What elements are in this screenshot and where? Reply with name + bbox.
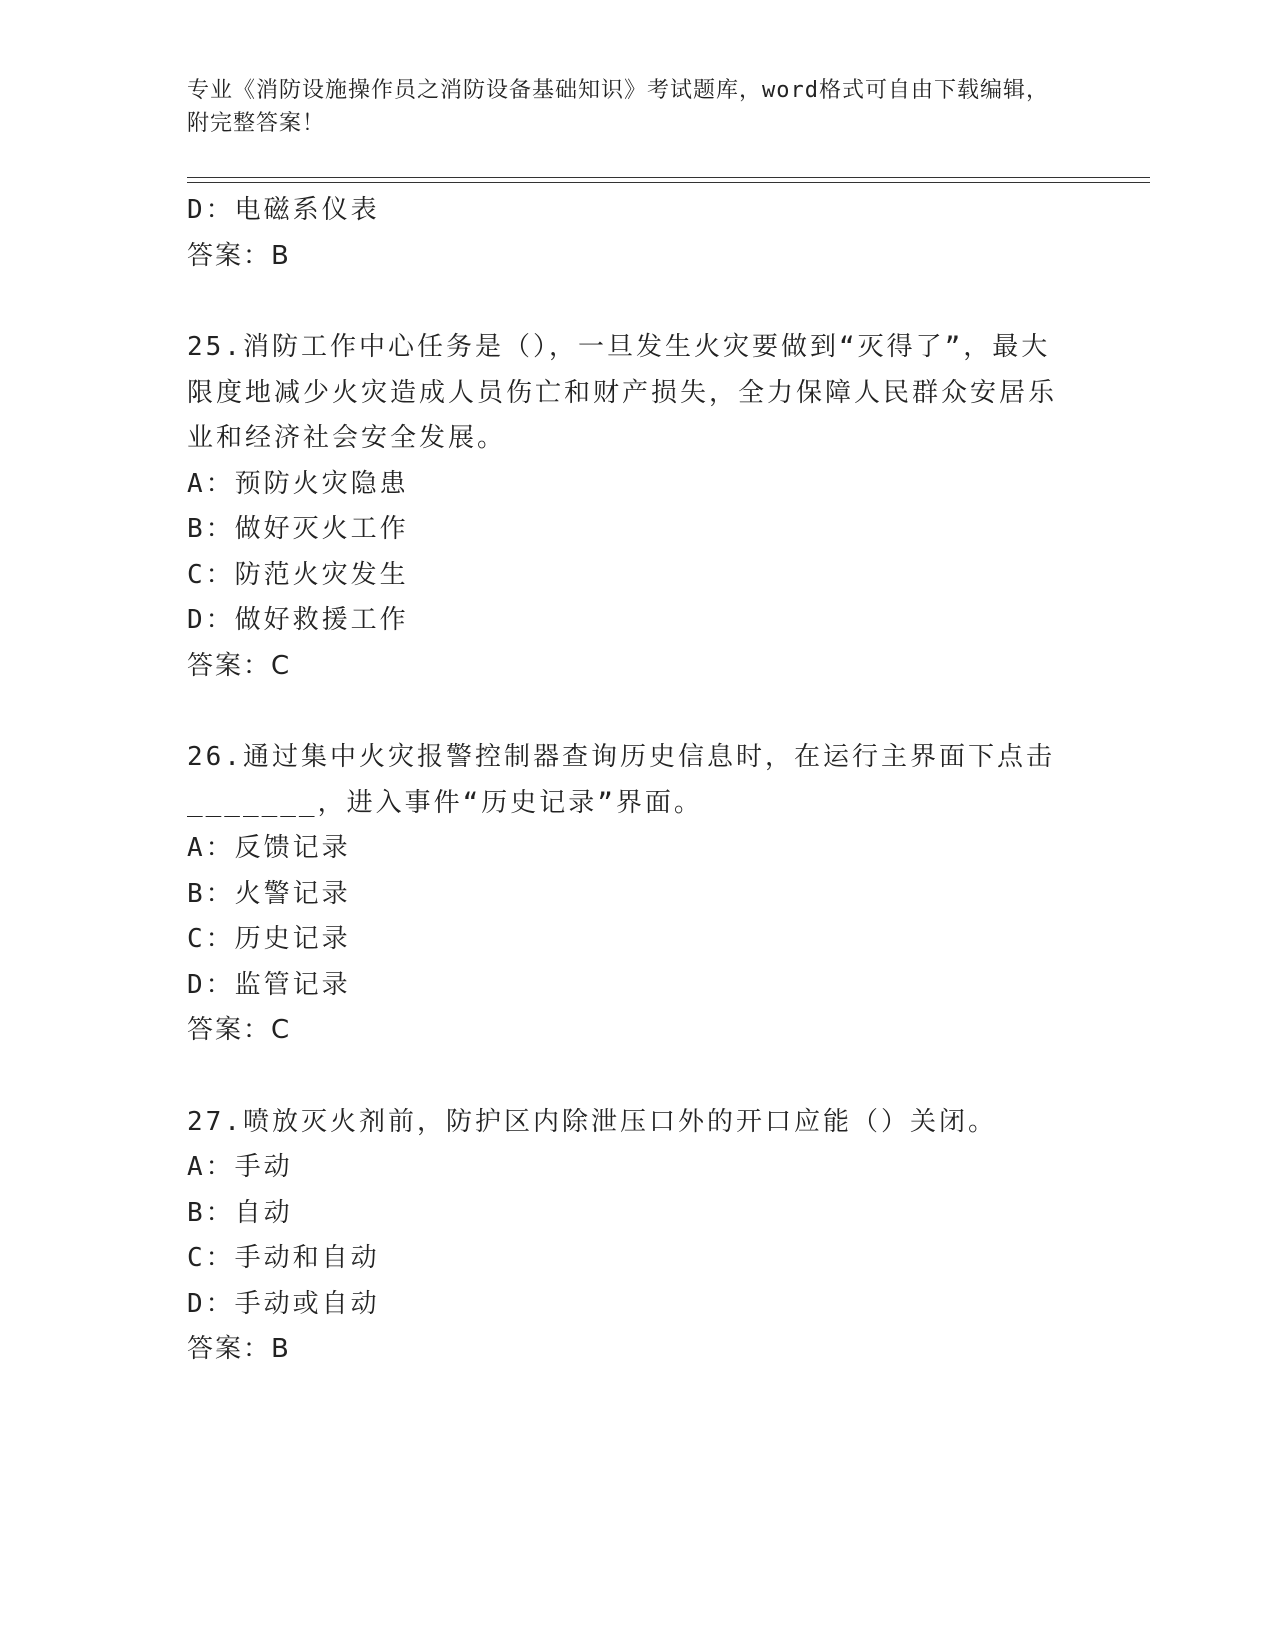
spacer xyxy=(187,279,1087,325)
carry-over-answer: 答案：B xyxy=(187,240,291,271)
option-d: D：做好救援工作 xyxy=(187,605,409,635)
header-note: 专业《消防设施操作员之消防设备基础知识》考试题库，word格式可自由下载编辑，附完整答案！ xyxy=(187,78,1049,136)
question-block-27 xyxy=(187,1100,1087,1373)
answer: 答案：B xyxy=(187,1334,291,1364)
question-block-26 xyxy=(187,735,1087,1054)
carry-over-option-d: D：电磁系仪表 xyxy=(187,195,380,225)
question-block-25 xyxy=(187,325,1087,689)
spacer xyxy=(187,1054,1087,1100)
option-c: C：历史记录 xyxy=(187,924,351,954)
header-rule-bottom xyxy=(187,182,1150,183)
option-a: A：反馈记录 xyxy=(187,833,351,863)
option-b: B：自动 xyxy=(187,1197,293,1228)
answer: 答案：C xyxy=(187,650,292,681)
option-d: D：手动或自动 xyxy=(187,1288,380,1319)
question-text: 26.通过集中火灾报警控制器查询历史信息时，在运行主界面下点击_______，进入事件“历史记录”界面。 xyxy=(187,742,1055,818)
option-a: A：手动 xyxy=(187,1152,293,1182)
option-b: B：火警记录 xyxy=(187,878,351,909)
header-rule-top xyxy=(187,177,1150,178)
question-text: 25.消防工作中心任务是（），一旦发生火灾要做到“灭得了”，最大限度地减少火灾造成人员伤亡和财产损失，全力保障人民群众安居乐业和经济社会安全发展。 xyxy=(187,332,1058,453)
question-content xyxy=(187,188,1087,1373)
option-d: D：监管记录 xyxy=(187,969,351,1000)
question-text: 27.喷放灭火剂前，防护区内除泄压口外的开口应能（）关闭。 xyxy=(187,1106,997,1137)
option-a: A：预防火灾隐患 xyxy=(187,468,409,499)
option-b: B：做好灭火工作 xyxy=(187,514,409,544)
answer: 答案：C xyxy=(187,1015,292,1045)
spacer xyxy=(187,689,1087,735)
option-c: C：手动和自动 xyxy=(187,1243,380,1273)
option-c: C：防范火灾发生 xyxy=(187,559,409,590)
